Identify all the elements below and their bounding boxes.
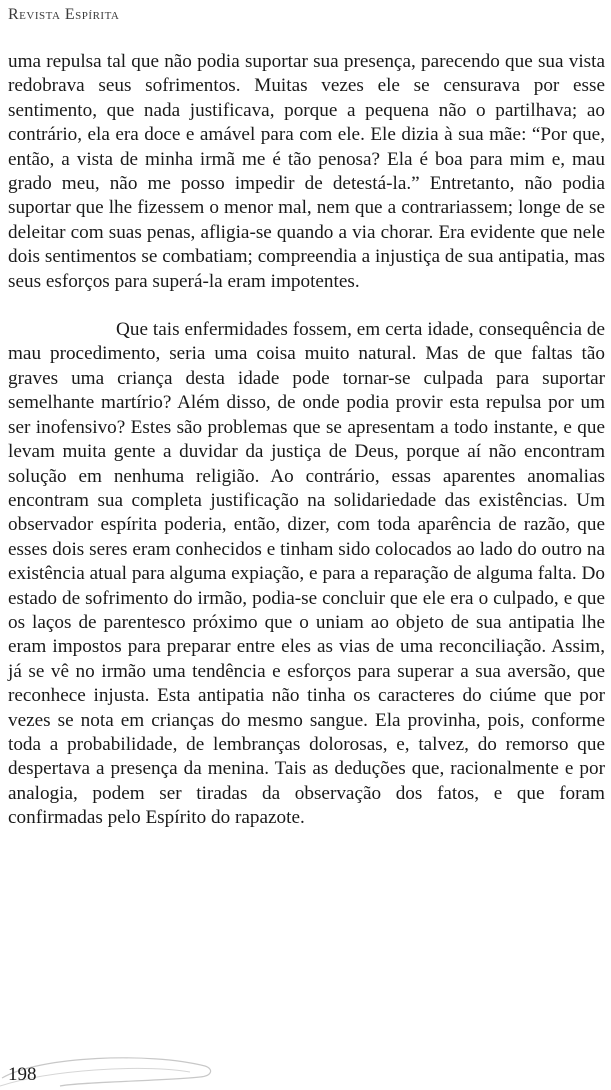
paragraph-1: uma repulsa tal que não podia suportar sua presença, parecendo que sua vista redobrava seus sofrimentos. Muitas vezes ele se censurava por esse sentimento, que nada justificava, porque a pequena não o partilhava; ao contrário, ela era doce e amável para com ele. Ele dizia à sua mãe: “Por que, então, a vista de minha irmã me é tão penosa? Ela é boa para mim e, mau grado meu, não me posso impedir de detestá-la.” Entretanto, não podia suportar que lhe fizessem o menor mal, nem que a contrariassem; longe de se deleitar com suas penas, afligia-se quando a via chorar. Era evidente que nele dois sentimentos se combatiam; compreendia a injustiça de sua antipatia, mas seus esforços para superá-la eram impotentes. [8,51,605,292]
running-header: Revista Espírita [8,6,120,23]
page-body [8,50,605,831]
page-number: 198 [8,1064,37,1085]
paragraph-2: Que tais enfermidades fossem, em certa idade, consequência de mau procedimento, seria uma coisa muito natural. Mas de que faltas tão graves uma criança desta idade pode tornar-se culpada para suportar semelhante martírio? Além disso, de onde podia provir esta repulsa por um ser inofensivo? Estes são problemas que se apresentam a todo instante, e que levam muita gente a duvidar da justiça de Deus, porque aí não encontram solução em nenhuma religião. Ao contrário, essas aparentes anomalias encontram sua completa justificação na solidariedade das existências. Um observador espírita poderia, então, dizer, com toda aparência de razão, que esses dois seres eram conhecidos e tinham sido colocados ao lado do outro na existência atual para alguma expiação, e para a reparação de alguma falta. Do estado de sofrimento do irmão, podia-se concluir que ele era o culpado, e que os laços de parentesco próximo que o uniam ao objeto de sua antipatia lhe eram impostos para preparar entre eles as vias de uma reconciliação. Assim, já se vê no irmão uma tendência e esforços para superar a sua aversão, que reconhece injusta. Esta antipatia não tinha os caracteres do ciúme que por vezes se nota em crianças do mesmo sangue. Ela provinha, pois, conforme toda a probabilidade, de lembranças dolorosas, e, talvez, do remorso que despertava a presença da menina. Tais as deduções que, racionalmente e por analogia, podem ser tiradas da observação dos fatos, e que foram confirmadas pelo Espírito do rapazote. [8,319,605,829]
